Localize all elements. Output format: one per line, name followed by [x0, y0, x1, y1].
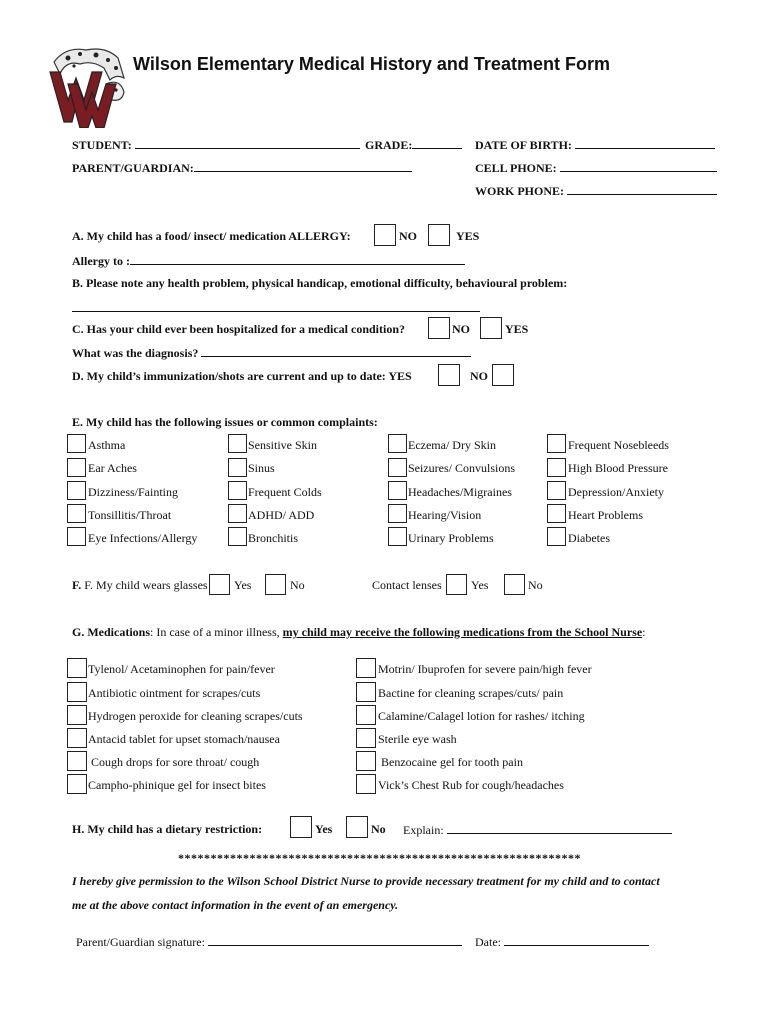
dietary-yes-checkbox[interactable]: [290, 816, 312, 838]
parent-field[interactable]: [72, 160, 412, 176]
medications-intro: : In case of a minor illness,: [150, 625, 280, 639]
complaint-checkbox[interactable]: [67, 481, 86, 500]
medication-label: Motrin/ Ibuprofen for severe pain/high fever: [378, 662, 592, 676]
complaint-label: Ear Aches: [88, 461, 137, 475]
hospitalized-yes-label: YES: [505, 322, 529, 336]
medication-label: Antacid tablet for upset stomach/nausea: [88, 732, 280, 746]
complaint-label: Depression/Anxiety: [568, 485, 664, 499]
signature-field[interactable]: [76, 934, 462, 950]
complaint-label: Sensitive Skin: [248, 438, 318, 452]
complaint-checkbox[interactable]: [547, 504, 566, 523]
complaints-question: E. My child has the following issues or common complaints:: [72, 415, 378, 429]
student-field[interactable]: [72, 137, 360, 153]
complaint-label: Frequent Nosebleeds: [568, 438, 669, 452]
medication-checkbox[interactable]: [356, 682, 376, 702]
complaint-label: Eye Infections/Allergy: [88, 531, 198, 545]
complaint-checkbox[interactable]: [67, 527, 86, 546]
medication-checkbox[interactable]: [67, 728, 87, 748]
complaint-checkbox[interactable]: [388, 458, 407, 477]
complaint-checkbox[interactable]: [67, 504, 86, 523]
contact-yes-checkbox[interactable]: [446, 574, 467, 595]
complaint-label: Frequent Colds: [248, 485, 322, 499]
allergy-no-label: NO: [399, 229, 417, 243]
complaint-label: Sinus: [248, 461, 275, 475]
medication-checkbox[interactable]: [67, 774, 87, 794]
medications-label: G. Medications: [72, 625, 150, 639]
grade-label: GRADE:: [365, 138, 413, 152]
hospitalized-no-checkbox[interactable]: [428, 317, 450, 339]
dietary-no-checkbox[interactable]: [346, 816, 368, 838]
medication-checkbox[interactable]: [67, 682, 87, 702]
allergy-no-checkbox[interactable]: [374, 224, 396, 246]
school-logo: [46, 44, 128, 128]
complaint-label: Heart Problems: [568, 508, 643, 522]
health-problem-field[interactable]: [72, 299, 480, 317]
complaint-label: Dizziness/Fainting: [88, 485, 178, 499]
complaint-checkbox[interactable]: [388, 434, 407, 453]
complaint-checkbox[interactable]: [228, 434, 247, 453]
hospitalized-no-label: NO: [452, 322, 470, 336]
hospitalized-yes-checkbox[interactable]: [480, 317, 502, 339]
glasses-no-label: No: [290, 578, 305, 592]
glasses-yes-checkbox[interactable]: [209, 574, 230, 595]
complaint-label: High Blood Pressure: [568, 461, 668, 475]
contact-lenses-label: Contact lenses: [372, 578, 442, 592]
divider-stars: **************************************************************: [178, 851, 581, 865]
complaint-checkbox[interactable]: [547, 434, 566, 453]
dietary-yes-label: Yes: [315, 822, 333, 836]
date-label: Date:: [475, 935, 501, 949]
complaint-label: Hearing/Vision: [408, 508, 482, 522]
complaint-label: ADHD/ ADD: [248, 508, 315, 522]
medication-label: Vick’s Chest Rub for cough/headaches: [378, 778, 564, 792]
medication-checkbox[interactable]: [67, 705, 87, 725]
complaint-label: Bronchitis: [248, 531, 298, 545]
allergy-to-field[interactable]: [72, 253, 465, 269]
medication-label: Hydrogen peroxide for cleaning scrapes/cuts: [88, 709, 303, 723]
complaint-label: Eczema/ Dry Skin: [408, 438, 496, 452]
glasses-letter: F.: [72, 578, 82, 592]
student-label: STUDENT:: [72, 138, 132, 152]
contact-yes-label: Yes: [471, 578, 489, 592]
dietary-no-label: No: [371, 822, 386, 836]
immunization-yes-checkbox[interactable]: [438, 364, 460, 386]
cell-phone-field[interactable]: [475, 160, 717, 176]
medication-label: Sterile eye wash: [378, 732, 457, 746]
glasses-question: [72, 578, 208, 593]
explain-label: Explain:: [403, 823, 444, 837]
complaint-label: Tonsillitis/Throat: [88, 508, 172, 522]
complaint-checkbox[interactable]: [547, 481, 566, 500]
dob-field[interactable]: [475, 137, 715, 153]
work-label: WORK PHONE:: [475, 184, 564, 198]
permission-line-2: me at the above contact information in the event of an emergency.: [72, 898, 399, 912]
medication-checkbox[interactable]: [67, 751, 87, 771]
immunization-no-checkbox[interactable]: [492, 364, 514, 386]
medication-label: Antibiotic ointment for scrapes/cuts: [88, 686, 261, 700]
complaint-checkbox[interactable]: [388, 504, 407, 523]
medication-label: Benzocaine gel for tooth pain: [381, 755, 523, 769]
form-title: Wilson Elementary Medical History and Treatment Form: [133, 54, 610, 74]
complaint-checkbox[interactable]: [228, 504, 247, 523]
contact-no-checkbox[interactable]: [504, 574, 525, 595]
signature-label: Parent/Guardian signature:: [76, 935, 205, 949]
complaint-label: Headaches/Migraines: [408, 485, 512, 499]
medications-permission: my child may receive the following medications from the School Nurse: [282, 625, 643, 639]
medication-checkbox[interactable]: [356, 751, 376, 771]
grade-field[interactable]: [365, 137, 462, 153]
glasses-yes-label: Yes: [234, 578, 252, 592]
medications-colon: :: [642, 625, 646, 639]
medication-label: Cough drops for sore throat/ cough: [91, 755, 260, 769]
immunization-question: D. My child’s immunization/shots are current and up to date: YES: [72, 369, 412, 383]
allergy-yes-label: YES: [456, 229, 480, 243]
medication-checkbox[interactable]: [67, 658, 87, 678]
permission-line-1: I hereby give permission to the Wilson School District Nurse to provide necessary treatment for my child and to contact: [72, 874, 660, 888]
complaint-checkbox[interactable]: [228, 458, 247, 477]
complaint-checkbox[interactable]: [388, 481, 407, 500]
allergy-to-label: Allergy to :: [72, 254, 130, 268]
complaint-checkbox[interactable]: [67, 434, 86, 453]
medication-checkbox[interactable]: [356, 728, 376, 748]
hospitalized-question: C. Has your child ever been hospitalized for a medical condition?: [72, 322, 406, 336]
medication-checkbox[interactable]: [356, 658, 376, 678]
medication-label: Tylenol/ Acetaminophen for pain/fever: [88, 662, 275, 676]
immunization-no-label: NO: [470, 369, 488, 383]
glasses-text: F. My child wears glasses: [84, 578, 208, 592]
cell-label: CELL PHONE:: [475, 161, 557, 175]
medication-label: Campho-phinique gel for insect bites: [88, 778, 266, 792]
explain-field[interactable]: [403, 822, 672, 838]
dietary-question: H. My child has a dietary restriction:: [72, 822, 263, 836]
work-phone-field[interactable]: [475, 183, 717, 199]
complaint-label: Asthma: [88, 438, 126, 452]
medication-checkbox[interactable]: [356, 774, 376, 794]
date-field[interactable]: [475, 934, 649, 950]
complaint-checkbox[interactable]: [228, 481, 247, 500]
complaint-checkbox[interactable]: [67, 458, 86, 477]
complaint-label: Seizures/ Convulsions: [408, 461, 515, 475]
complaint-checkbox[interactable]: [547, 458, 566, 477]
medication-label: Calamine/Calagel lotion for rashes/ itching: [378, 709, 585, 723]
allergy-yes-checkbox[interactable]: [428, 224, 450, 246]
diagnosis-field[interactable]: [72, 345, 471, 361]
glasses-no-checkbox[interactable]: [265, 574, 286, 595]
health-problem-question: B. Please note any health problem, physical handicap, emotional difficulty, behavioural problem:: [72, 276, 568, 290]
complaint-label: Diabetes: [568, 531, 610, 545]
dob-label: DATE OF BIRTH:: [475, 138, 572, 152]
medication-checkbox[interactable]: [356, 705, 376, 725]
parent-label: PARENT/GUARDIAN:: [72, 161, 194, 175]
allergy-question: A. My child has a food/ insect/ medication ALLERGY:: [72, 229, 351, 243]
complaint-checkbox[interactable]: [228, 527, 247, 546]
complaint-label: Urinary Problems: [408, 531, 494, 545]
diagnosis-label: What was the diagnosis?: [72, 346, 199, 360]
contact-no-label: No: [528, 578, 543, 592]
complaint-checkbox[interactable]: [547, 527, 566, 546]
complaint-checkbox[interactable]: [388, 527, 407, 546]
medication-label: Bactine for cleaning scrapes/cuts/ pain: [378, 686, 564, 700]
medications-heading: [72, 625, 646, 640]
